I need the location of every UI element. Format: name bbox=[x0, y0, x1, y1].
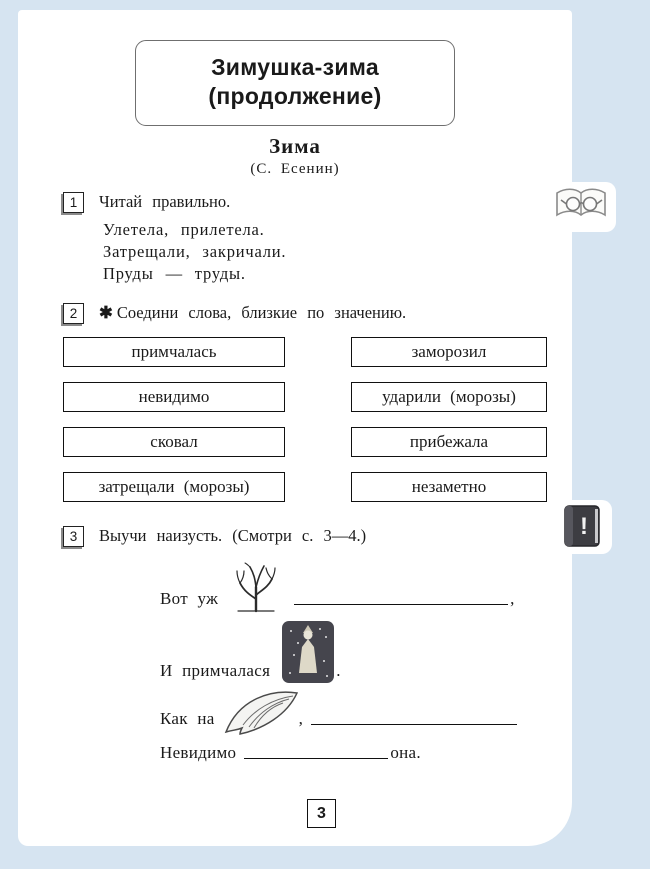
task-2-number-badge: 2 bbox=[63, 303, 84, 324]
title-box bbox=[135, 40, 455, 126]
word-box-right-2[interactable]: ударили (морозы) bbox=[351, 382, 547, 412]
fill-blank-3[interactable] bbox=[244, 749, 388, 759]
fill-line-4 bbox=[160, 743, 572, 765]
fill-line-3-prefix: Как на bbox=[160, 708, 215, 728]
task-2-row bbox=[63, 303, 572, 324]
svg-text:!: ! bbox=[580, 513, 588, 540]
fill-line-4-prefix: Невидимо bbox=[160, 742, 237, 762]
task-3-row bbox=[63, 526, 572, 547]
task-3-number-badge: 3 bbox=[63, 526, 84, 547]
fill-line-1-comma: , bbox=[510, 588, 515, 608]
snow-maiden-image bbox=[282, 621, 334, 683]
fill-in-section bbox=[18, 561, 572, 765]
word-box-right-3[interactable]: прибежала bbox=[351, 427, 547, 457]
poem-line: Затрещали, закричали. bbox=[103, 241, 287, 261]
wing-image bbox=[223, 689, 299, 735]
word-box-left-4[interactable]: затрещали (морозы) bbox=[63, 472, 285, 502]
title-line-2: (продолжение) bbox=[208, 82, 382, 109]
poem-line: Пруды — труды. bbox=[103, 263, 246, 283]
fill-line-2-period: . bbox=[336, 660, 341, 680]
task-1-instruction: Читай правильно. bbox=[99, 192, 231, 211]
asterisk-icon: ✱ bbox=[99, 304, 113, 322]
word-box-left-1[interactable]: примчалась bbox=[63, 337, 285, 367]
reading-book-glasses-icon bbox=[546, 182, 616, 232]
task-2-instruction: Соедини слова, близкие по значению. bbox=[116, 303, 407, 322]
important-book-icon bbox=[550, 500, 612, 554]
word-box-right-1[interactable]: заморозил bbox=[351, 337, 547, 367]
task-1-row bbox=[63, 192, 572, 213]
page-number: 3 bbox=[317, 804, 326, 822]
fill-line-2-prefix: И примчалася bbox=[160, 660, 271, 680]
fill-line-2 bbox=[160, 621, 572, 683]
task-3-instruction: Выучи наизусть. (Смотри с. 3—4.) bbox=[99, 526, 367, 545]
workbook-page bbox=[18, 10, 572, 846]
word-box-left-3[interactable]: сковал bbox=[63, 427, 285, 457]
task-2-instruction-wrap bbox=[99, 303, 406, 323]
reading-practice-lines bbox=[103, 219, 572, 285]
poem-author: (С. Есенин) bbox=[250, 160, 340, 177]
word-match-grid bbox=[63, 337, 572, 502]
poem-title: Зима bbox=[269, 133, 321, 158]
task-1-number-badge: 1 bbox=[63, 192, 84, 213]
poem-line: Улетела, прилетела. bbox=[103, 219, 265, 239]
fill-blank-2[interactable] bbox=[311, 715, 517, 725]
fill-line-3-comma: , bbox=[298, 708, 304, 728]
fill-line-1 bbox=[160, 561, 572, 611]
word-box-left-2[interactable]: невидимо bbox=[63, 382, 285, 412]
fill-line-1-prefix: Вот уж bbox=[160, 588, 219, 608]
fill-line-3 bbox=[160, 689, 572, 731]
fill-line-4-suffix: она. bbox=[390, 742, 421, 762]
word-box-right-4[interactable]: незаметно bbox=[351, 472, 547, 502]
page-number-box bbox=[307, 799, 336, 828]
title-line-1: Зимушка-зима bbox=[211, 54, 379, 80]
fill-blank-1[interactable] bbox=[294, 595, 508, 605]
bare-tree-image bbox=[228, 561, 284, 613]
